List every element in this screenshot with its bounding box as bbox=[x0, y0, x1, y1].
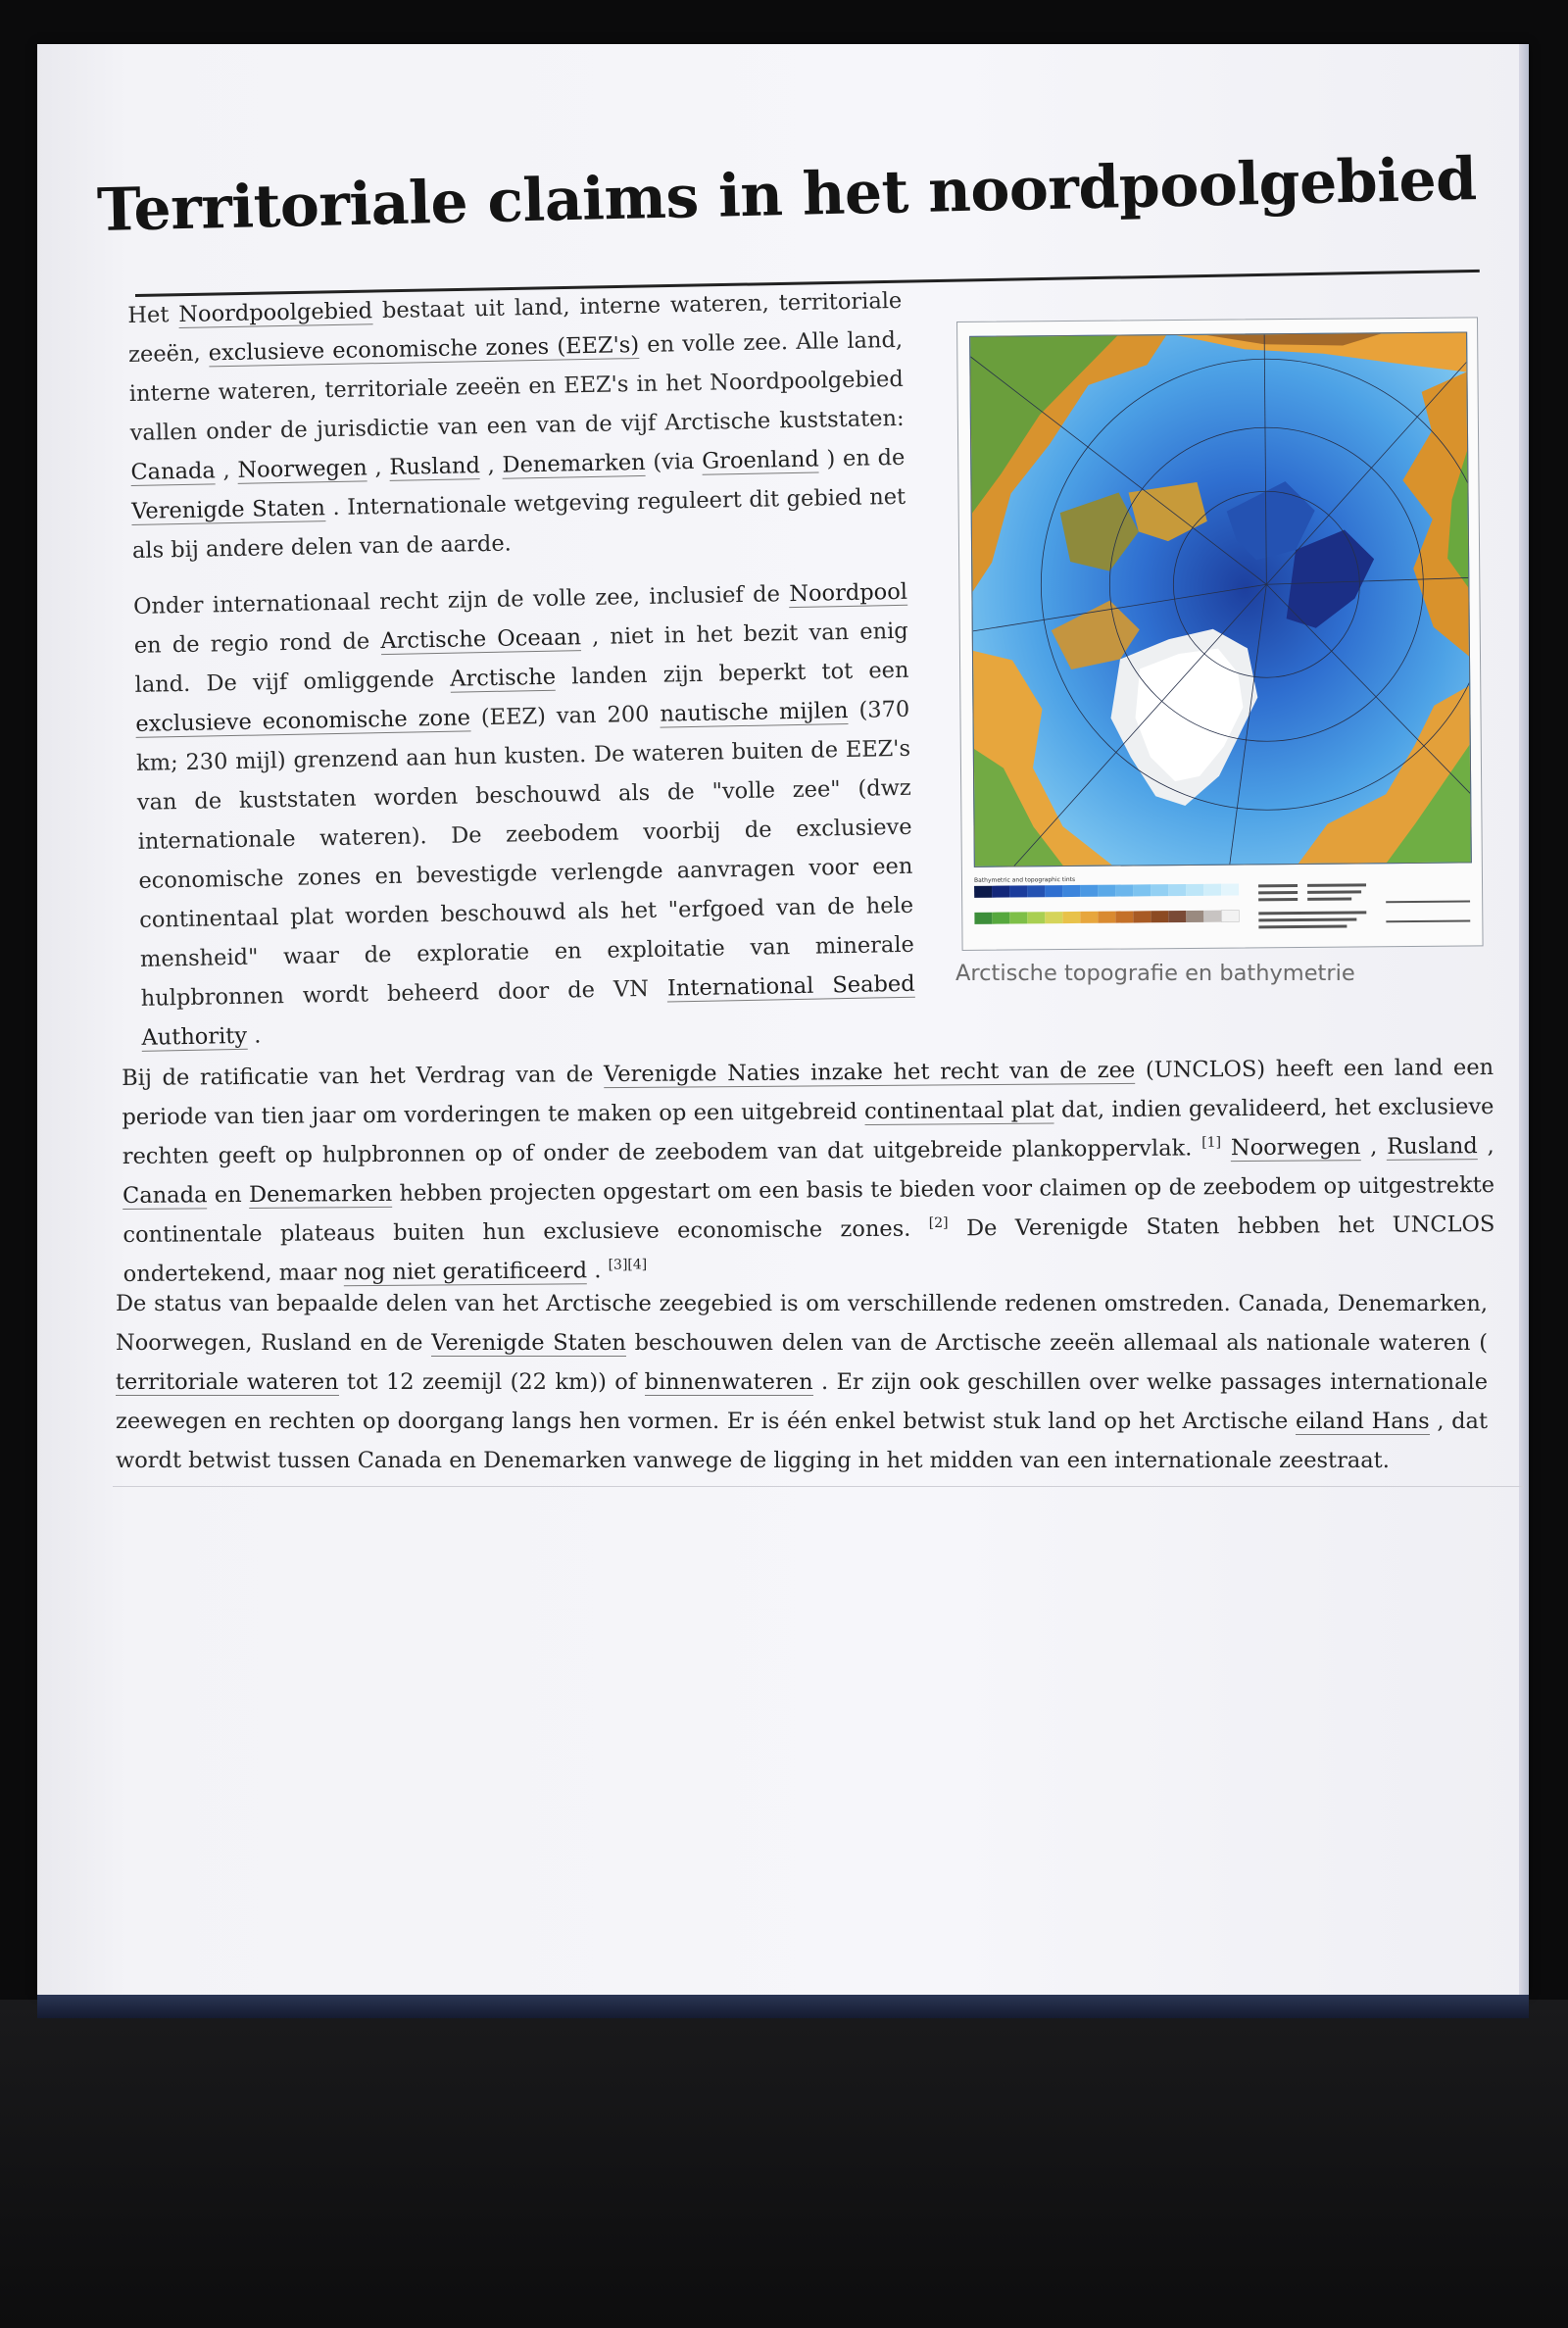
page-edge bbox=[1519, 44, 1529, 1995]
link-eiland-hans[interactable]: eiland Hans bbox=[1295, 1409, 1430, 1434]
photo-background bbox=[0, 2000, 1568, 2328]
arctic-map-image[interactable] bbox=[969, 331, 1472, 867]
link-denemarken[interactable]: Denemarken bbox=[502, 449, 646, 478]
left-column bbox=[127, 281, 916, 1074]
link-nog-niet-geratificeerd[interactable]: nog niet geratificeerd bbox=[343, 1258, 588, 1286]
content-divider bbox=[113, 1486, 1524, 1487]
link-international-seabed-authority[interactable]: International Seabed Authority bbox=[141, 970, 915, 1051]
paragraph-2: Onder internationaal recht zijn de volle zee, inclusief de Noordpool en de regio rond de Arctische Oceaan , niet in het bezit van enig land. De vijf omliggende Arctische landen zijn beperkt tot een exclusieve economische zone (EEZ) van 200 nautische mijlen (370 km; 230 mijl) grenzend aan hun kusten. De wateren buiten de EEZ's van de kuststaten worden beschouwd als de "volle zee" (dwz internationale wateren). De zeebodem voorbij de exclusieve economische zones en bevestigde verlengde aanvragen voor een continentaal plat worden beschouwd als het "erfgoed van de hele mensheid" waar de exploratie en exploitatie van minerale hulpbronnen wordt beheerd door de VN International Seabed Authority . bbox=[132, 578, 915, 1051]
link-rusland-2[interactable]: Rusland bbox=[1387, 1133, 1478, 1160]
link-canada-2[interactable]: Canada bbox=[122, 1182, 208, 1209]
link-verenigde-staten-2[interactable]: Verenigde Staten bbox=[431, 1330, 626, 1356]
paragraph-4: De status van bepaalde delen van het Arctische zeegebied is om verschillende redenen omstreden. Canada, Denemarken, Noorwegen, Rusland en de Verenigde Staten beschouwen delen van de Arctische zeeën allemaal als nationale wateren ( territoriale wateren tot 12 zeemijl (22 km)) of binnenwateren . Er zijn ook geschillen over welke passages internationale zeewegen en rechten op doorgang langs hen vormen. Er is één enkel betwist stuk land op het Arctische eiland Hans , dat wordt betwist tussen Canada en Denemarken vanwege de ligging in het midden van een internationale zeestraat. bbox=[116, 1291, 1489, 1473]
link-nautische-mijlen[interactable]: nautische mijlen bbox=[660, 697, 849, 727]
link-noordpool[interactable]: Noordpool bbox=[789, 578, 908, 608]
link-unclos[interactable]: Verenigde Naties inzake het recht van de zee bbox=[603, 1057, 1136, 1088]
link-verenigde-staten[interactable]: Verenigde Staten bbox=[130, 495, 326, 524]
legend-topography-scale bbox=[974, 911, 1239, 924]
book-cover-edge bbox=[37, 1995, 1529, 2018]
paragraph-1: Het Noordpoolgebied bestaat uit land, interne wateren, territoriale zeeën, exclusieve economische zones (EEZ's) en volle zee. Alle land, interne wateren, territoriale zeeën en EEZ's in het Noordpoolgebied vallen onder de jurisdictie van een van de vijf Arctische kuststaten: Canada , Noorwegen , Rusland , Denemarken (via Groenland ) en de Verenigde Staten . Internationale wetgeving reguleert dit gebied net als bij andere delen van de aarde. bbox=[127, 287, 906, 564]
link-rusland[interactable]: Rusland bbox=[389, 453, 481, 480]
link-eez[interactable]: exclusieve economische zones (EEZ's) bbox=[208, 331, 640, 367]
link-noordpoolgebied[interactable]: Noordpoolgebied bbox=[178, 298, 373, 327]
link-continentaal-plat[interactable]: continentaal plat bbox=[863, 1097, 1054, 1125]
link-noorwegen-2[interactable]: Noorwegen bbox=[1230, 1134, 1361, 1162]
link-noorwegen[interactable]: Noorwegen bbox=[237, 455, 368, 483]
page-title: Territoriale claims in het noordpoolgebied bbox=[96, 145, 1478, 245]
footnote-2[interactable]: [2] bbox=[928, 1214, 949, 1232]
legend-notes bbox=[1258, 882, 1470, 928]
link-binnenwateren[interactable]: binnenwateren bbox=[644, 1369, 813, 1395]
footnote-1[interactable]: [1] bbox=[1201, 1134, 1222, 1151]
link-arctische-oceaan[interactable]: Arctische Oceaan bbox=[380, 624, 582, 655]
link-arctische[interactable]: Arctische bbox=[449, 664, 557, 692]
footnote-3[interactable]: [3] bbox=[608, 1257, 628, 1273]
footnote-4[interactable]: [4] bbox=[627, 1257, 648, 1273]
paragraph-3: Bij de ratificatie van het Verdrag van de Verenigde Naties inzake het recht van de zee (UNCLOS) heeft een land een periode van tien jaar om vorderingen te maken op een uitgebreid continentaal plat dat, indien gevalideerd, het exclusieve rechten geeft op hulpbronnen op of onder de zeebodem van dat uitgebreide plankoppervlak. [1] Noorwegen , Rusland , Canada en Denemarken hebben projecten opgestart om een basis te bieden voor claimen op de zeebodem op uitgestrekte continentale plateaus buiten hun exclusieve economische zones. [2] De Verenigde Staten hebben het UNCLOS ondertekend, maar nog niet geratificeerd . [3][4] bbox=[122, 1055, 1495, 1287]
map-legend bbox=[974, 870, 1471, 939]
link-exclusieve-economische-zone[interactable]: exclusieve economische zone bbox=[135, 705, 471, 737]
legend-title: Bathymetric and topographic tints bbox=[973, 875, 1076, 884]
figure-arctic-map bbox=[956, 317, 1484, 951]
figure-caption: Arctische topografie en bathymetrie bbox=[956, 961, 1355, 986]
link-canada[interactable]: Canada bbox=[130, 458, 217, 485]
link-groenland[interactable]: Groenland bbox=[701, 446, 820, 474]
link-territoriale-wateren[interactable]: territoriale wateren bbox=[116, 1369, 339, 1395]
legend-bathymetry-scale bbox=[974, 884, 1239, 898]
legend-graphic bbox=[974, 870, 1471, 939]
link-denemarken-2[interactable]: Denemarken bbox=[248, 1180, 393, 1208]
map-graphic bbox=[970, 332, 1471, 866]
